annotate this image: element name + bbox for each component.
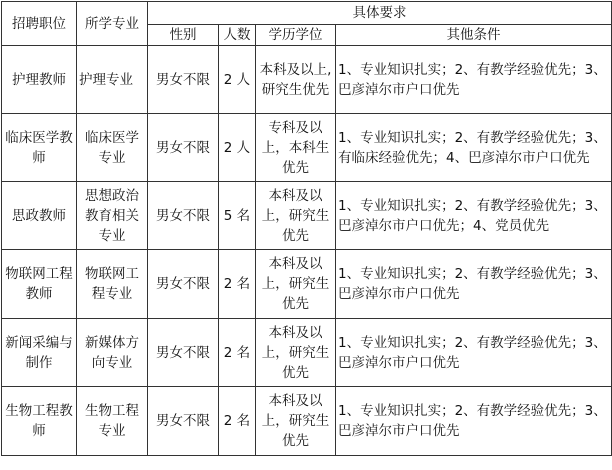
cell-education: 本科及以上，研究生优先 bbox=[256, 319, 336, 387]
cell-other: 1、专业知识扎实；2、有教学经验优先；3、巴彦淖尔市户口优先 bbox=[336, 250, 612, 319]
cell-education: 本科及以上,研究生优先 bbox=[256, 46, 336, 114]
header-row-top bbox=[2, 2, 612, 25]
recruitment-table bbox=[1, 1, 612, 456]
table-row bbox=[2, 250, 612, 319]
cell-other: 1、专业知识扎实；2、有教学经验优先；3、巴彦淖尔市户口优先 bbox=[336, 46, 612, 114]
cell-count: 2 名 bbox=[219, 250, 256, 319]
table-row bbox=[2, 182, 612, 250]
cell-other: 1、专业知识扎实；2、有教学经验优先；3、巴彦淖尔市户口优先 bbox=[336, 387, 612, 456]
header-education: 学历学位 bbox=[256, 25, 336, 46]
cell-major: 物联网工程专业 bbox=[77, 250, 148, 319]
header-major: 所学专业 bbox=[77, 2, 148, 46]
table-row bbox=[2, 46, 612, 114]
cell-position: 生物工程教师 bbox=[2, 387, 77, 456]
cell-count: 2 人 bbox=[219, 114, 256, 182]
cell-education: 本科及以上，研究生优先 bbox=[256, 250, 336, 319]
header-gender: 性别 bbox=[148, 25, 219, 46]
cell-education: 本科及以上，研究生优先 bbox=[256, 182, 336, 250]
table-row bbox=[2, 319, 612, 387]
cell-gender: 男女不限 bbox=[148, 250, 219, 319]
cell-other: 1、专业知识扎实；2、有教学经验优先；3、有临床经验优先；4、巴彦淖尔市户口优先 bbox=[336, 114, 612, 182]
cell-major: 新媒体方向专业 bbox=[77, 319, 148, 387]
table-row bbox=[2, 387, 612, 456]
cell-education: 专科及以上，本科生优先 bbox=[256, 114, 336, 182]
table-row bbox=[2, 114, 612, 182]
header-requirements: 具体要求 bbox=[148, 2, 612, 25]
cell-count: 5 名 bbox=[219, 182, 256, 250]
cell-position: 新闻采编与制作 bbox=[2, 319, 77, 387]
header-position: 招聘职位 bbox=[2, 2, 77, 46]
cell-gender: 男女不限 bbox=[148, 114, 219, 182]
cell-position: 护理教师 bbox=[2, 46, 77, 114]
cell-gender: 男女不限 bbox=[148, 319, 219, 387]
cell-gender: 男女不限 bbox=[148, 387, 219, 456]
header-count: 人数 bbox=[219, 25, 256, 46]
cell-count: 2 名 bbox=[219, 319, 256, 387]
cell-position: 思政教师 bbox=[2, 182, 77, 250]
cell-gender: 男女不限 bbox=[148, 46, 219, 114]
cell-count: 2 人 bbox=[219, 46, 256, 114]
cell-other: 1、专业知识扎实；2、有教学经验优先；3、巴彦淖尔市户口优先 bbox=[336, 319, 612, 387]
cell-position: 物联网工程教师 bbox=[2, 250, 77, 319]
cell-major: 思想政治教育相关专业 bbox=[77, 182, 148, 250]
cell-position: 临床医学教师 bbox=[2, 114, 77, 182]
cell-major: 临床医学专业 bbox=[77, 114, 148, 182]
cell-major: 护理专业 bbox=[77, 46, 148, 114]
cell-other: 1、专业知识扎实；2、有教学经验优先；3、巴彦淖尔市户口优先；4、党员优先 bbox=[336, 182, 612, 250]
cell-gender: 男女不限 bbox=[148, 182, 219, 250]
cell-major: 生物工程专业 bbox=[77, 387, 148, 456]
header-other: 其他条件 bbox=[336, 25, 612, 46]
cell-education: 本科及以上，研究生优先 bbox=[256, 387, 336, 456]
cell-count: 2 名 bbox=[219, 387, 256, 456]
